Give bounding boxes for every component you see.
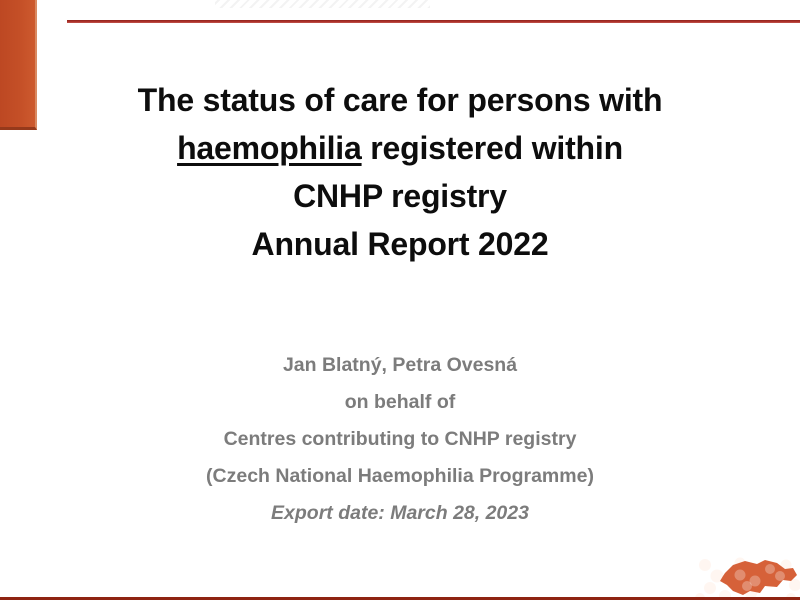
cnhp-logo-line: Hemophilia (92, 572, 146, 583)
title-line-1: The status of care for persons with (137, 82, 663, 118)
iba-logo-line: of Biostatistics (220, 572, 274, 582)
top-decorative-pattern (215, 0, 430, 8)
cnhp-logo-text (92, 561, 163, 594)
iba-paren: ( (180, 569, 187, 594)
title-underlined-word: haemophilia (177, 130, 362, 166)
title-line-4: Annual Report 2022 (251, 226, 549, 262)
cnhp-logo-line: Czech National (92, 561, 163, 572)
molecule-icon (48, 559, 86, 597)
footer-band (0, 555, 800, 600)
title-line-2 (0, 124, 800, 172)
top-rule-divider (67, 20, 800, 23)
subtitle-block (0, 347, 800, 532)
on-behalf-line: on behalf of (344, 391, 456, 413)
centres-line: Centres contributing to CNHP registry (223, 428, 577, 450)
molecule-network-pattern (455, 555, 800, 600)
title-line-2-rest: registered within (361, 130, 623, 166)
iba-logo-text (220, 565, 274, 591)
iba-word: iba (186, 569, 216, 594)
export-date-line: Export date: March 28, 2023 (271, 502, 529, 524)
iba-logo-line: and Analyses (220, 581, 269, 591)
cnhp-logo (48, 558, 163, 597)
title-line-3: CNHP registry (293, 178, 507, 214)
iba-logo (180, 560, 274, 596)
iba-logo-line: Institute (220, 564, 250, 574)
cnhp-logo-line: Program (92, 583, 133, 594)
iba-pin-icon (201, 562, 215, 576)
iba-wordmark (180, 563, 215, 593)
page-title (0, 76, 800, 268)
authors-line: Jan Blatný, Petra Ovesná (282, 354, 518, 376)
programme-line: (Czech National Haemophilia Programme) (206, 465, 594, 487)
muni-logo: MUNI (303, 568, 396, 589)
